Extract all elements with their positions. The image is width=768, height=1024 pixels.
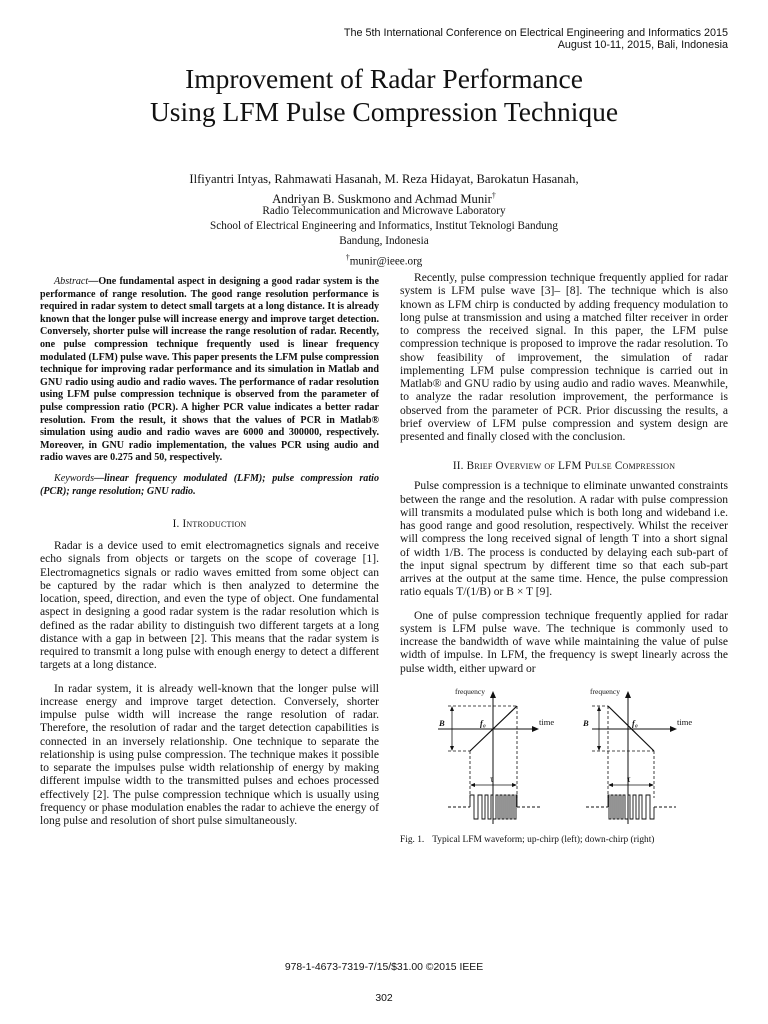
figure-caption-text: Typical LFM waveform; up-chirp (left); down-chirp (right) (432, 834, 655, 845)
paragraph: Recently, pulse compression technique frequently applied for radar system is LFM pulse wave [3]– [8]. The technique which is also known as LFM chirp is conducted by adding frequency modulation to long pulse at transmission and using a matched filter receiver in order to compress the received signal. In this paper, the LFM pulse compression technique is proposed to improve the radar resolution. To show feasibility of improvement, the simulation of radar implementing LFM pulse compression technique is carried out in Matlab® and GNU radio by using audio and radio waves. Meanwhile, to analyze the radar resolution improvement, the performance is observed from the parameter of PCR. Prior discussing the results, a brief overview of LFM pulse compression and system design are presented and finally closed with the conclusion. (400, 272, 728, 443)
up-freq-arrow (490, 691, 496, 698)
down-tau-label: τ (627, 773, 631, 784)
up-tau-label: τ (490, 773, 494, 784)
down-tau-arrow-right (649, 783, 654, 787)
figure-label: Fig. 1. (400, 834, 425, 845)
section-heading-overview: II. Brief Overview of LFM Pulse Compression (452, 460, 676, 473)
down-chirp-diagram (582, 687, 692, 824)
abstract-label: Abstract (54, 276, 89, 287)
conference-date: August 10-11, 2015, Bali, Indonesia (557, 39, 728, 51)
paper-title (40, 62, 728, 128)
title-line-2: Using LFM Pulse Compression Technique (149, 96, 619, 127)
down-b-arrow-bottom (597, 746, 601, 751)
page-number: 302 (375, 993, 393, 1004)
up-tau-arrow-left (470, 783, 475, 787)
affiliation (60, 204, 708, 270)
down-time-label: time (677, 716, 693, 727)
affiliation-school: School of Electrical Engineering and Informatics, Institut Teknologi Bandung (210, 220, 558, 233)
down-tau-arrow-left (608, 783, 613, 787)
author-list (60, 172, 708, 207)
title-line-1: Improvement of Radar Performance (185, 63, 583, 94)
keywords-text: —linear frequency modulated (LFM); pulse compression ratio (PCR); range resolution; GNU radio. (40, 472, 379, 497)
up-time-label: time (539, 716, 555, 727)
section-heading-introduction: I. Introduction (172, 518, 247, 531)
down-freq-arrow (625, 691, 631, 698)
conference-name: The 5th International Conference on Electrical Engineering and Informatics 2015 (343, 27, 728, 39)
dagger-mark: † (491, 190, 496, 200)
down-f0-label: f₀ (632, 717, 638, 728)
affiliation-lab: Radio Telecommunication and Microwave Laboratory (262, 205, 506, 217)
paragraph: Pulse compression is a technique to eliminate unwanted constraints between the range and the resolution. A radar with pulse compression will transmits a modulated pulse which is both long and wideband i.e. has good range and good resolution, respectively. Whilst the receiver will compress the long received signal of length T into a short signal of width 1/B. The process is conducted by delaying each sub-part of the input signal spectrum by different time so that each sub-part arrives at the output at the same time. Hence, the pulse compression ratio equals T/(1/B) or B × T [9]. (400, 480, 728, 599)
copyright-footer: 978-1-4673-7319-7/15/$31.00 ©2015 IEEE (284, 962, 484, 973)
paragraph: In radar system, it is already well-known that the longer pulse will increase energy and improve target detection. Conversely, shorter impulse pulse width will increase the range resolution of radar. Therefore, the resolution of radar and the target detection capabilities is connected in an inversely relationship. One technique to separate the relationship is using pulse compression. The technique makes it possible to separate the impulses pulse width relationship of energy by making different impulse width to the transmitted pulses and echoes processed effectively [2]. The pulse compression technique which is usually using frequency or phase modulation enables the radar to achieve the energy of long pulse and resolution of short pulse simultaneously. (40, 682, 379, 828)
down-chirp-waveform (608, 795, 654, 819)
down-b-label: B (583, 717, 589, 728)
keywords (40, 473, 379, 498)
keywords-label: Keywords (54, 472, 95, 484)
up-frequency-label: frequency (455, 686, 485, 696)
paragraph: One of pulse compression technique frequently applied for radar system is LFM pulse wave. The technique is commonly used to increase the bandwidth of wave while maintaining the value of pulse width of impulse. In LFM, the frequency is swept linearly across the pulse width, either upward or (400, 609, 728, 675)
authors-line-1: Ilfiyantri Intyas, Rahmawati Hasanah, M. Reza Hidayat, Barokatun Hasanah, (189, 172, 579, 186)
up-time-arrow (532, 726, 539, 732)
up-b-arrow-bottom (450, 746, 454, 751)
email-address: munir@ieee.org (349, 255, 423, 268)
up-tau-arrow-right (512, 783, 517, 787)
right-column (400, 272, 728, 846)
up-b-arrow-top (450, 706, 454, 711)
affiliation-email (60, 250, 708, 270)
abstract-text: —One fundamental aspect in designing a good radar system is the performance of range resolution. The good range resolution performance is required in radar system to detect small targets at a long distance. It is already known that the longer pulse will increase energy and improve target detection. Conversely, shorter pulse will increase the range resolution of radar. Recently, one pulse compression technique frequently used is linear frequency modulated (LFM) pulse wave. This paper presents the LFM pulse compression technique for improving radar performance and its simulation in Matlab and GNU radio using audio and radio waves. The performance of radar resolution using LFM pulse compression technique is observed from the parameter of pulse compression ratio (PCR). A higher PCR value indicates a better radar resolution. From the result, it shows that the values of PCR in Matlab® simulation using audio and radio waves are 6000 and 300000, respectively. Moreover, in GNU radio implementation, the values PCR using audio and radio waves are 0.275 and 50, respectively. (40, 276, 379, 464)
lfm-waveform-figure (400, 686, 728, 832)
conference-header (208, 27, 728, 51)
up-f0-label: f₀ (480, 717, 486, 728)
paragraph: Radar is a device used to emit electromagnetics signals and receive echo signals from objects or targets on the scope of coverage [1]. Electromagnetics signals or radio waves emitted from some object can be captured by the radar which is then analyzed to determine the location, speed, direction, and even the type of object. One fundamental aspect in designing a good radar system is the radar resolution which is defined as the radar ability to distinguish two different targets at a long distance with a gap in between [2]. This means that the radar system is required to transmit a long pulse with enough energy to detect a different targets at a long distance. (40, 540, 379, 672)
authors-names: Andriyan B. Suskmono and Achmad Munir (272, 191, 492, 206)
up-chirp-diagram (438, 687, 554, 824)
down-time-arrow (670, 726, 677, 732)
email-dagger: † (345, 252, 350, 262)
abstract (40, 276, 379, 465)
lfm-waveform-diagram (400, 686, 728, 832)
down-b-arrow-top (597, 706, 601, 711)
down-frequency-label: frequency (590, 686, 620, 696)
affiliation-city: Bandung, Indonesia (339, 235, 429, 248)
figure-caption (400, 834, 728, 846)
left-column (40, 276, 379, 838)
up-b-label: B (439, 717, 445, 728)
